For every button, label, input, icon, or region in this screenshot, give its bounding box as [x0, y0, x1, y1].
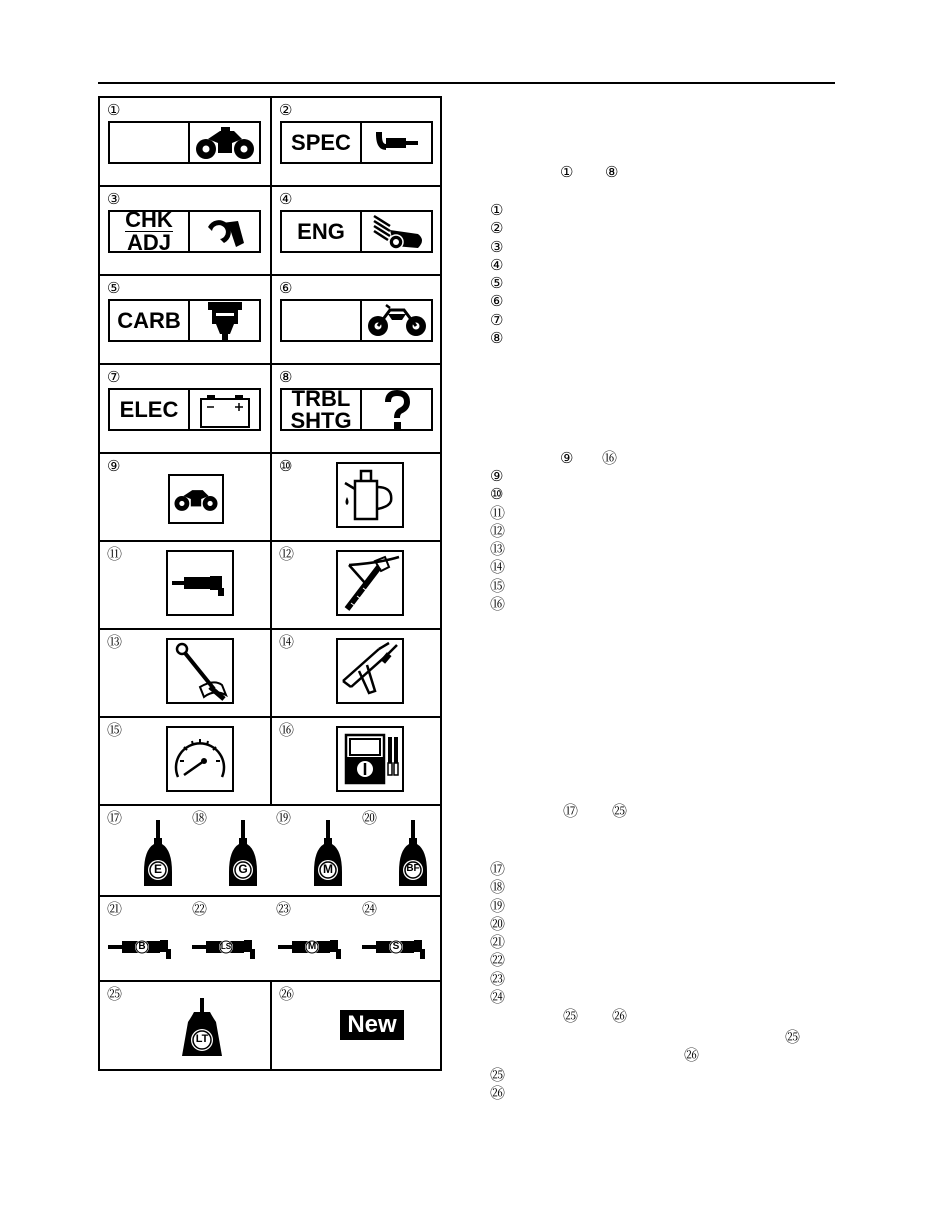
engine-card: [280, 210, 433, 253]
filling-fluid-box: [336, 462, 404, 528]
symbol-number: ⑬: [107, 634, 123, 651]
symbol-list-item: ⑦: [490, 311, 504, 329]
electrical-card: [108, 388, 261, 431]
symbol-list-item: ㉔: [490, 989, 506, 1007]
header-rule: [98, 82, 835, 84]
symbol-number: ⑰: [107, 810, 123, 827]
section-range-end: ㉕: [612, 803, 628, 820]
symbol-number: ⑤: [107, 280, 121, 297]
oil-row: [100, 806, 440, 897]
symbol-list-item: ⑨: [490, 468, 504, 485]
card-label-top: TRBL: [291, 385, 351, 411]
symbol-number: ㉓: [276, 901, 292, 918]
symbol-number: ⑩: [279, 458, 293, 475]
symbol-cell-5: [100, 276, 272, 365]
symbol-list-item: ㉒: [490, 952, 506, 970]
card-label: CARB: [110, 301, 190, 340]
lithium-soap-grease-icon: [192, 937, 258, 959]
symbol-list-item: ㉑: [490, 934, 506, 952]
symbol-number: ⑯: [279, 722, 295, 739]
symbol-number: ㉕: [107, 986, 123, 1003]
symbol-list-item: ④: [490, 256, 504, 274]
symbol-number: ④: [279, 191, 293, 208]
special-tool-icon: [339, 553, 401, 613]
section-reference: ㉕: [785, 1029, 801, 1046]
card-label: SPEC: [282, 123, 362, 162]
symbol-list-item: ①: [490, 202, 504, 219]
troubleshooting-card: [280, 385, 433, 433]
chassis-icon: [366, 304, 428, 338]
symbol-list-item: ⑥: [490, 293, 504, 311]
symbol-cell-4: [272, 187, 440, 276]
symbol-list-item: ㉖: [490, 1085, 506, 1103]
symbol-list-item: ③: [490, 238, 504, 256]
bottle-letter: M: [323, 862, 333, 876]
section-reference: ㉖: [684, 1047, 700, 1064]
locking-agent-bottle-icon: [180, 998, 224, 1060]
symbol-number: ㉑: [107, 901, 123, 918]
symbol-cell-15: [100, 718, 272, 806]
section-range-end: ⑯: [602, 450, 618, 467]
atv-icon: [194, 125, 256, 161]
electrical-data-box: [336, 726, 404, 792]
symbol-cell-26: [272, 982, 440, 1069]
wheel-bearing-grease-icon: [108, 937, 174, 959]
symbol-cell-14: [272, 630, 440, 718]
serviceable-with-engine-mounted-box: [168, 474, 224, 524]
symbol-list-item: ⑪: [490, 504, 506, 522]
symbol-list-item: ⑯: [490, 596, 506, 614]
question-mark-icon: [382, 390, 412, 430]
card-label-top: CHK: [125, 207, 173, 232]
symbol-number: ②: [279, 102, 293, 119]
symbol-number: ③: [107, 191, 121, 208]
section-range-end: ⑧: [605, 164, 619, 181]
symbol-number: ⑭: [279, 634, 295, 651]
engine-icon: [366, 212, 428, 252]
card-label: ENG: [282, 212, 362, 251]
symbol-cell-16: [272, 718, 440, 806]
symbol-number: ㉒: [192, 901, 208, 918]
symbol-list-2: [490, 468, 505, 614]
symbol-number: ①: [107, 102, 121, 119]
bottle-letter: G: [238, 862, 248, 876]
symbol-number: ㉔: [362, 901, 378, 918]
symbol-cell-13: [100, 630, 272, 718]
symbol-cell-10: [272, 454, 440, 542]
symbol-list-item: ②: [490, 220, 504, 238]
section-range-end: ㉖: [612, 1008, 628, 1025]
symbol-list-item: ⑲: [490, 897, 506, 915]
grease-letter: LS: [220, 942, 232, 951]
molybdenum-oil-bottle-icon: [312, 820, 344, 890]
chassis-card: [280, 299, 433, 342]
symbol-list-item: ⑭: [490, 559, 506, 577]
section-range-start: ⑨: [560, 450, 574, 467]
symbol-list-item: ⑩: [490, 486, 504, 504]
symbol-cell-1: [100, 98, 272, 187]
symbol-cell-2: [272, 98, 440, 187]
grease-letter: M: [307, 941, 317, 952]
symbol-cell-6: [272, 276, 440, 365]
symbol-list-item: ㉓: [490, 970, 506, 988]
tachometer-icon: [170, 731, 230, 787]
symbol-number: ⑨: [107, 458, 121, 475]
symbol-list-3: [490, 861, 505, 1007]
symbol-number: ⑫: [279, 546, 295, 563]
symbol-cell-8: [272, 365, 440, 454]
wrench-icon: [202, 213, 248, 251]
section-range-start: ①: [560, 164, 574, 181]
symbol-list-item: ⑰: [490, 861, 506, 878]
tightening-torque-box: [166, 638, 234, 704]
card-label-bottom: SHTG: [290, 407, 352, 433]
brake-fluid-bottle-icon: [397, 820, 429, 890]
torque-wrench-icon: [170, 641, 230, 701]
card-label-bottom: ADJ: [126, 230, 171, 255]
engine-oil-bottle-icon: [142, 820, 174, 890]
atv-icon: [173, 484, 219, 514]
special-tool-box: [336, 550, 404, 616]
engine-speed-box: [166, 726, 234, 792]
symbol-number: ⑧: [279, 369, 293, 386]
symbol-cell-11: [100, 542, 272, 630]
multimeter-icon: [340, 731, 400, 787]
symbol-list-item: ⑮: [490, 577, 506, 595]
lubricant-box: [166, 550, 234, 616]
symbol-list-item: ⑤: [490, 275, 504, 293]
silicone-grease-icon: [362, 937, 428, 959]
symbol-list-item: ⑧: [490, 330, 504, 348]
symbol-list-item: ⑫: [490, 522, 506, 540]
symbol-cell-3: [100, 187, 272, 276]
grease-letter: B: [138, 941, 146, 952]
symbol-cell-7: [100, 365, 272, 454]
bottle-letter: E: [153, 862, 162, 876]
symbol-number: ⑱: [192, 810, 208, 827]
section-range-start: ㉕: [563, 1008, 579, 1025]
symbol-number: ㉖: [279, 986, 295, 1003]
symbol-list-item: ⑬: [490, 541, 506, 559]
card-label: ELEC: [110, 390, 190, 429]
carburetor-icon: [204, 300, 246, 342]
symbol-list-1: [490, 202, 503, 348]
symbol-number: ⑦: [107, 369, 121, 386]
bottle-letter: LT: [195, 1033, 209, 1045]
symbol-number: ⑪: [107, 546, 123, 563]
symbol-cell-9: [100, 454, 272, 542]
grease-row: [100, 897, 440, 982]
oil-can-icon: [341, 467, 399, 523]
molybdenum-grease-icon: [278, 937, 344, 959]
symbol-number: ⑥: [279, 280, 293, 297]
new-part-badge: New: [340, 1010, 404, 1040]
symbol-grid: [98, 96, 442, 1071]
symbol-number: ⑮: [107, 722, 123, 739]
symbol-cell-12: [272, 542, 440, 630]
symbol-number: ⑳: [362, 810, 378, 827]
grease-letter: S: [392, 941, 400, 952]
gear-oil-bottle-icon: [227, 820, 259, 890]
symbol-list-4: [490, 1067, 505, 1104]
symbol-list-item: ㉕: [490, 1067, 506, 1084]
specifications-card: [280, 121, 433, 164]
caliper-icon: [339, 641, 401, 701]
bottle-letter: BF: [406, 863, 420, 874]
section-range-start: ⑰: [563, 803, 579, 820]
symbol-list-item: ⑱: [490, 879, 506, 897]
carburetor-card: [108, 299, 261, 342]
periodic-check-card: [108, 207, 261, 255]
general-info-card: [108, 121, 261, 164]
symbol-cell-25: [100, 982, 272, 1069]
grease-gun-icon: [170, 568, 230, 598]
micrometer-icon: [372, 128, 422, 158]
battery-icon: [197, 391, 253, 429]
symbol-number: ⑲: [276, 810, 292, 827]
specified-value-box: [336, 638, 404, 704]
symbol-list-item: ⑳: [490, 915, 506, 933]
